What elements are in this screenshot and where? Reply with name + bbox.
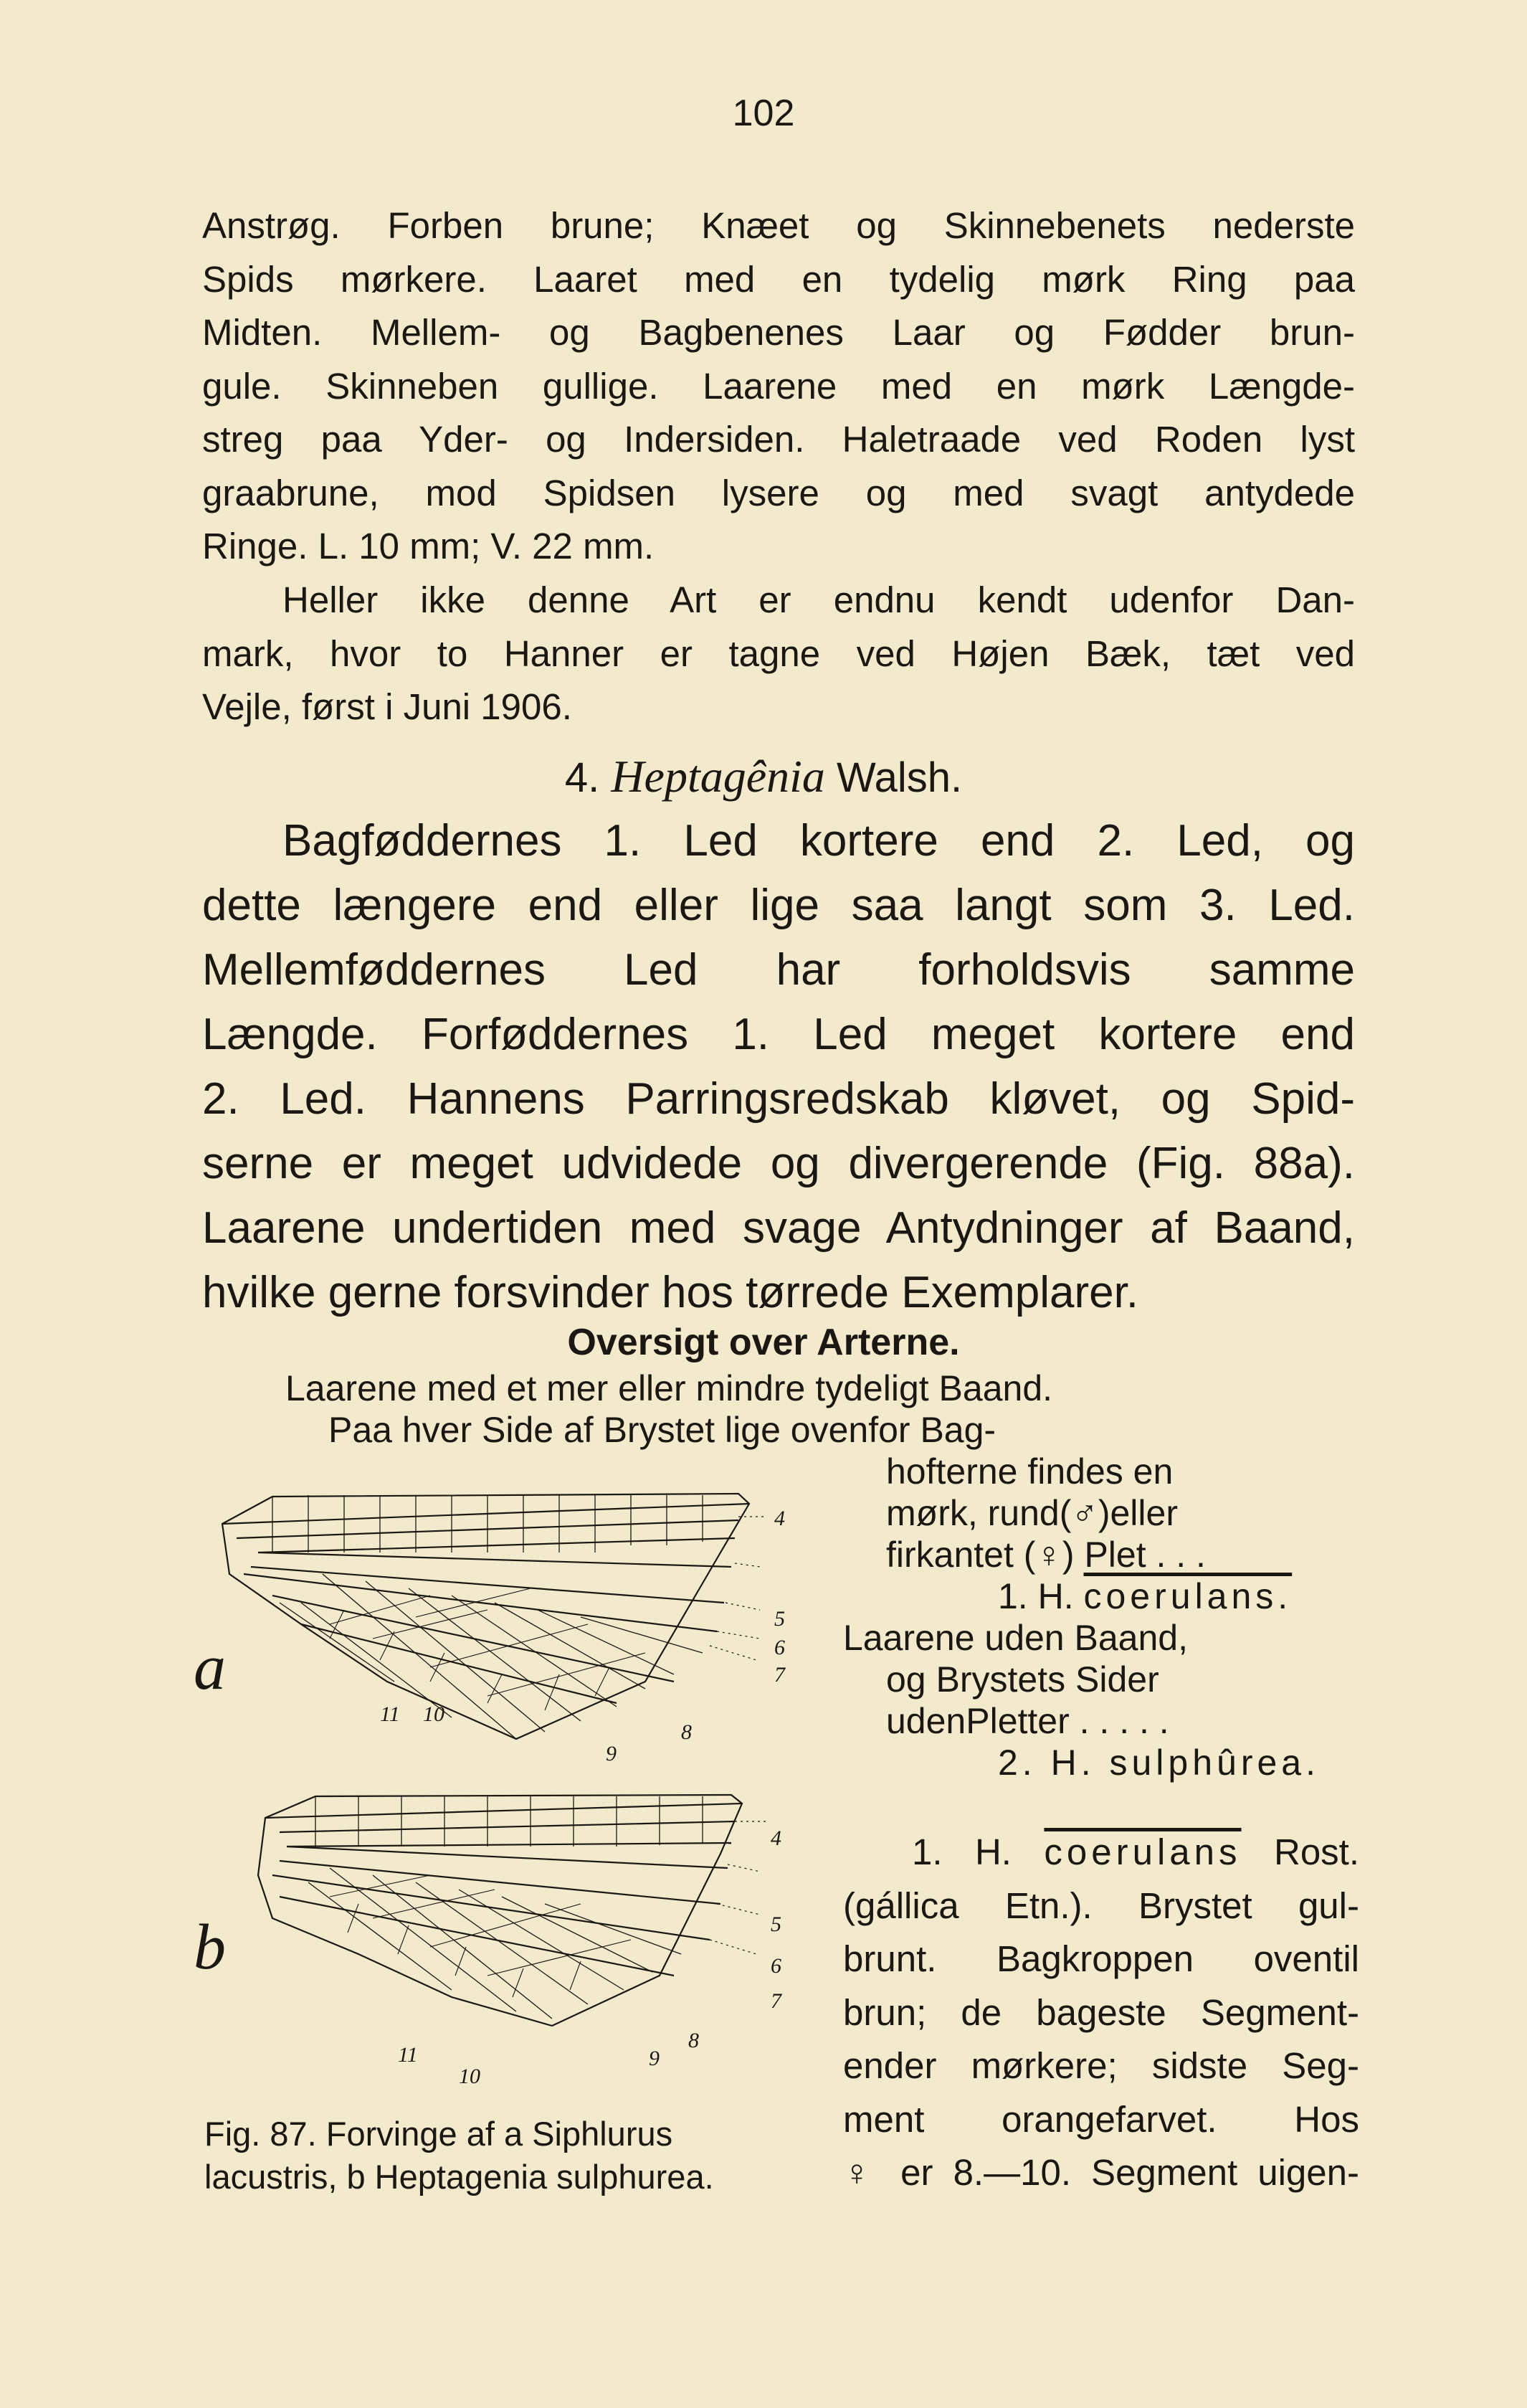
vein-number: 6 (771, 1954, 781, 1978)
text-line: graabrune, mod Spidsen lysere og med svagt antydede (202, 472, 1355, 513)
key-line: Laarene uden Baand, (843, 1618, 1188, 1658)
key-line: mørk, rund(♂)eller (886, 1493, 1178, 1533)
vein-number: 8 (688, 2029, 699, 2052)
figure-caption-line: Fig. 87. Forvinge af a Siphlurus (204, 2115, 673, 2153)
genus-description (202, 809, 1355, 1325)
text-line: brunt. Bagkroppen oventil (843, 1938, 1359, 1979)
text-line: Ringe. L. 10 mm; V. 22 mm. (202, 526, 655, 567)
figure-caption-line: lacustris, b Heptagenia sulphurea. (204, 2158, 714, 2196)
vein-number: 9 (649, 2047, 660, 2070)
vein-number: 7 (774, 1663, 785, 1687)
genus-number: 4. (564, 754, 600, 801)
vein-number: 11 (380, 1702, 400, 1726)
key-result-number: 1. H. (998, 1576, 1074, 1616)
species-heading-number: 1. H. (912, 1831, 1012, 1872)
species-heading (843, 1826, 1359, 1880)
key-line: hofterne findes en (886, 1451, 1174, 1492)
wing-b (258, 1795, 767, 2026)
text-line: dette længere end eller lige saa langt som 3. Led. (202, 881, 1355, 930)
text-line: hvilke gerne forsvinder hos tørrede Exemplarer. (202, 1268, 1139, 1317)
text-line: Anstrøg. Forben brune; Knæet og Skinnebenets nederste (202, 205, 1355, 246)
text-line: Laarene undertiden med svage Antydninger af Baand, (202, 1203, 1355, 1253)
vein-number: 11 (398, 2043, 418, 2067)
genus-heading (0, 750, 1527, 803)
key-result-2: 2. H. sulphûrea. (998, 1743, 1320, 1783)
text-line: mark, hvor to Hanner er tagne ved Højen Bæk, tæt ved (202, 632, 1355, 674)
vein-number: 6 (774, 1636, 785, 1659)
key-line: Paa hver Side af Brystet lige ovenfor Bag- (328, 1410, 996, 1450)
vein-number: 10 (423, 1702, 444, 1726)
vein-number: 7 (771, 1989, 781, 2013)
figure-label-a: a (194, 1632, 226, 1703)
genus-author: Walsh. (837, 754, 963, 801)
vein-number: 4 (774, 1507, 785, 1530)
key-line: firkantet (♀) Plet . . . (886, 1535, 1206, 1575)
vein-number: 8 (681, 1720, 692, 1744)
text-line: Bagføddernes 1. Led kortere end 2. Led, og (282, 816, 1355, 866)
species-heading-author: Rost. (1273, 1831, 1360, 1872)
page-number: 102 (732, 93, 795, 134)
text-line: Mellemføddernes Led har forholdsvis samme (202, 945, 1355, 995)
species-heading-name: coerulans (1044, 1831, 1242, 1872)
text-line: Vejle, først i Juni 1906. (202, 686, 572, 727)
wing-a (222, 1494, 767, 1739)
text-line: Længde. Forføddernes 1. Led meget kortere end (202, 1010, 1355, 1059)
species-description (843, 1826, 1359, 2200)
text-line: Heller ikke denne Art er endnu kendt udenfor Dan- (282, 579, 1355, 620)
key-result-species: coerulans. (1083, 1576, 1293, 1616)
text-line: Spids mørkere. Laaret med en tydelig mørk Ring paa (202, 258, 1355, 300)
text-line: streg paa Yder- og Indersiden. Haletraade ved Roden lyst (202, 419, 1355, 460)
text-line: gule. Skinneben gullige. Laarene med en mørk Længde- (202, 365, 1355, 407)
text-line: ♀ er 8.—10. Segment uigen- (843, 2152, 1359, 2193)
overview-title: Oversigt over Arterne. (567, 1322, 960, 1363)
remark-paragraph (202, 574, 1355, 734)
vein-number: 4 (771, 1826, 781, 1850)
key-result-1 (998, 1576, 1292, 1617)
text-line: ment orangefarvet. Hos (843, 2098, 1359, 2140)
vein-number: 9 (606, 1742, 617, 1765)
genus-name: Heptagênia (611, 751, 825, 802)
key-line: Laarene med et mer eller mindre tydeligt Baand. (285, 1368, 1053, 1408)
text-line: Midten. Mellem- og Bagbenenes Laar og Fødder brun- (202, 312, 1355, 353)
text-line: brun; de bageste Segment- (843, 1991, 1359, 2033)
key-line: og Brystets Sider (886, 1659, 1159, 1700)
text-line: (gállica Etn.). Brystet gul- (843, 1885, 1359, 1926)
figure-87-forewings (194, 1466, 803, 2090)
vein-number: 5 (771, 1912, 781, 1936)
vein-number: 5 (774, 1607, 785, 1631)
text-line: 2. Led. Hannens Parringsredskab kløvet, og Spid- (202, 1074, 1355, 1124)
text-line: serne er meget udvidede og divergerende (Fig. 88a). (202, 1139, 1355, 1188)
text-line: ender mørkere; sidste Seg- (843, 2045, 1359, 2086)
key-line: udenPletter . . . . . (886, 1701, 1169, 1741)
vein-number: 10 (459, 2065, 480, 2088)
figure-label-b: b (194, 1912, 226, 1983)
intro-paragraph (202, 199, 1355, 574)
